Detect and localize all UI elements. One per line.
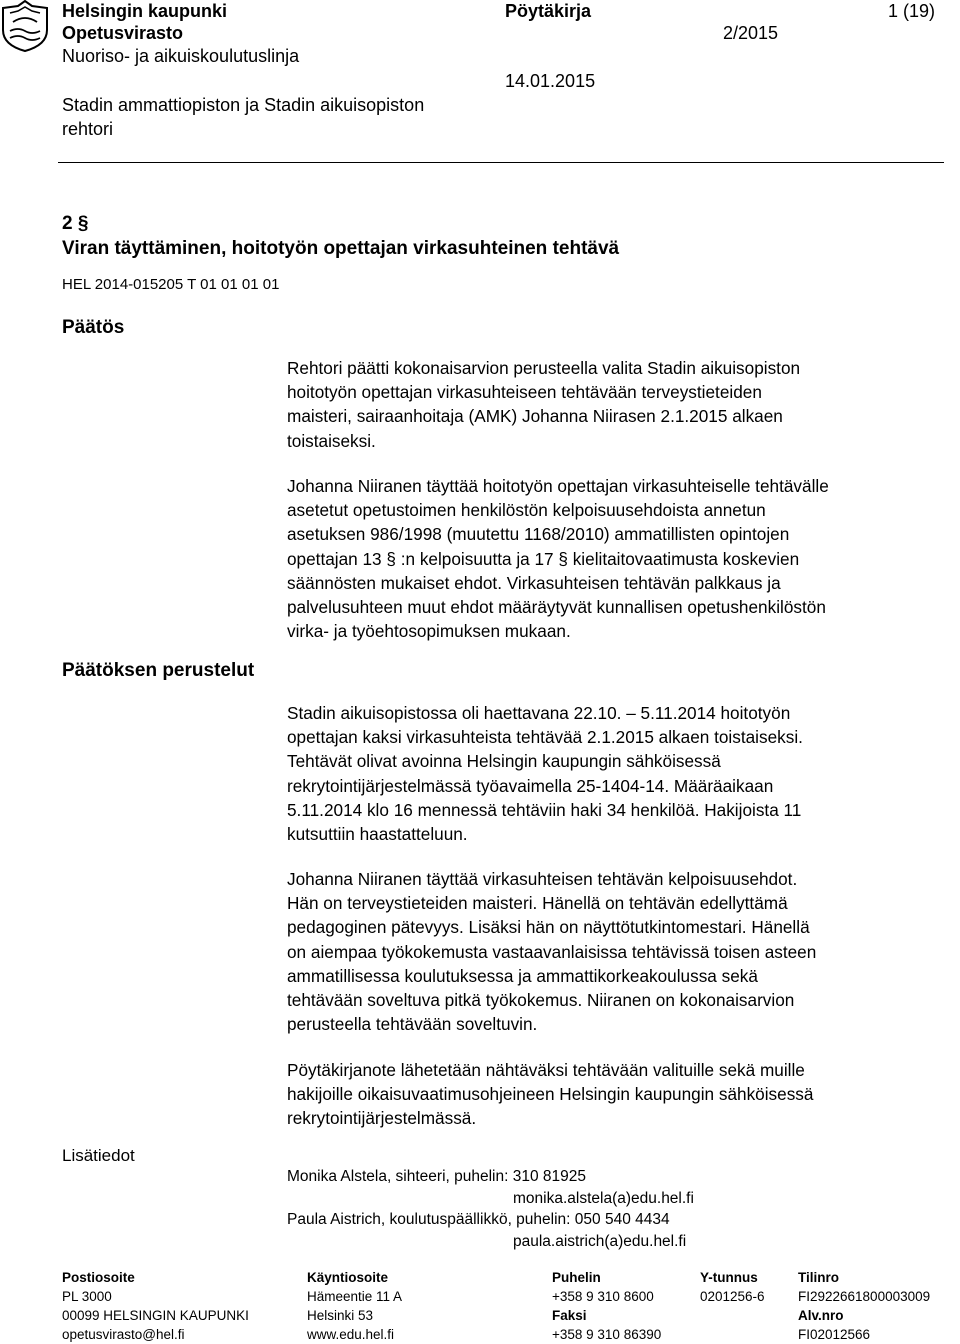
contact-email[interactable]: monika.alstela(a)edu.hel.fi <box>513 1189 694 1207</box>
paragraph-line: asetuksen 986/1998 (muutettu 1168/2010) ammatillisten opintojen <box>287 524 790 545</box>
decision-heading: Päätös <box>62 317 125 338</box>
footer-value: Helsinki 53 <box>307 1308 374 1323</box>
footer-label: Käyntiosoite <box>307 1270 389 1285</box>
meeting-date: 14.01.2015 <box>505 71 596 91</box>
section-title: Viran täyttäminen, hoitotyön opettajan virkasuhteinen tehtävä <box>62 238 620 259</box>
footer-value: Hämeentie 11 A <box>307 1289 403 1304</box>
contact-line: Paula Aistrich, koulutuspäällikkö, puhelin: 050 540 4434 <box>287 1211 670 1228</box>
unit-line-1: Stadin ammattiopiston ja Stadin aikuisopiston <box>62 95 425 115</box>
footer-value: FI02012566 <box>798 1327 871 1342</box>
decision-paragraph <box>287 356 947 453</box>
paragraph-line: opettajan 13 § :n kelpoisuutta ja 17 § kielitaitovaatimusta koskevien <box>287 548 800 569</box>
paragraph-line: säännösten mukaiset ehdot. Virkasuhteisen tehtävän palkkaus ja <box>287 572 781 593</box>
city-name: Helsingin kaupunki <box>62 1 228 21</box>
footer-value: +358 9 310 8600 <box>552 1289 654 1304</box>
paragraph-line: Pöytäkirjanote lähetetään nähtäväksi tehtävään valituille sekä muille <box>287 1060 805 1080</box>
footer-label: Alv.nro <box>798 1308 844 1323</box>
rationale-heading: Päätöksen perustelut <box>62 660 255 681</box>
footer-phone <box>552 1268 661 1344</box>
rationale-paragraph-2 <box>287 701 947 846</box>
footer-ytunnus <box>700 1268 765 1306</box>
paragraph-line: Johanna Niiranen täyttää hoitotyön opettajan virkasuhteiselle tehtävälle <box>287 476 829 496</box>
contact-list <box>287 1166 694 1252</box>
agency-name: Opetusvirasto <box>62 23 184 43</box>
helsinki-crest-logo <box>0 0 50 52</box>
footer-website[interactable]: www.edu.hel.fi <box>307 1327 395 1342</box>
paragraph-line: pedagoginen pätevyys. Lisäksi hän on näyttötutkintomestari. Hänellä <box>287 917 810 938</box>
footer-value: 00099 HELSINGIN KAUPUNKI <box>62 1308 249 1323</box>
contact-line: Monika Alstela, sihteeri, puhelin: 310 81925 <box>287 1168 587 1185</box>
footer-bank <box>798 1268 930 1344</box>
footer-value: 0201256-6 <box>700 1289 765 1304</box>
paragraph-line: kutsuttiin haastatteluun. <box>287 824 468 845</box>
footer-value: PL 3000 <box>62 1289 112 1304</box>
section-number-row <box>62 213 88 235</box>
paragraph-line: perusteella tehtävään soveltuvin. <box>287 1014 538 1035</box>
footer-label: Postiosoite <box>62 1270 135 1285</box>
paragraph-line: Hän on terveystieteiden maisteri. Hänellä on tehtävän edellyttämä <box>287 893 788 914</box>
page-number: 1 (19) <box>888 1 936 21</box>
footer-email[interactable]: opetusvirasto@hel.fi <box>62 1327 185 1342</box>
contact-email[interactable]: paula.aistrich(a)edu.hel.fi <box>513 1232 687 1250</box>
additional-info-heading: Lisätiedot <box>62 1146 135 1165</box>
paragraph-line: Johanna Niiranen täyttää virkasuhteisen tehtävän kelpoisuusehdot. <box>287 869 798 889</box>
paragraph-line: 5.11.2014 klo 16 mennessä tehtäviin haki 34 henkilöä. Hakijoista 11 <box>287 799 802 820</box>
decision-line: toistaiseksi. <box>287 430 376 451</box>
section-sign-icon: § <box>77 213 89 234</box>
section-number: 2 <box>62 213 73 234</box>
rationale-paragraph-3 <box>287 867 947 1036</box>
footer-label: Puhelin <box>552 1270 601 1285</box>
decision-line: hoitotyön opettajan virkasuhteiseen tehtävään terveystieteiden <box>287 382 762 403</box>
paragraph-line: tehtävään soveltuva pitkä työkokemus. Niiranen on kokonaisarvion <box>287 990 795 1011</box>
paragraph-line: rekrytointijärjestelmässä työavaimella 25-1404-14. Määräaikaan <box>287 775 774 796</box>
rationale-paragraph-4 <box>287 1058 947 1131</box>
paragraph-line: ammatillisessa koulutuksessa ja ammattikorkeakoulussa sekä <box>287 965 758 986</box>
footer-label: Tilinro <box>798 1270 840 1285</box>
decision-line: maisteri, sairaanhoitaja (AMK) Johanna Niirasen 2.1.2015 alkaen <box>287 406 783 427</box>
footer-visit <box>307 1268 402 1344</box>
document-type: Pöytäkirja <box>505 1 592 21</box>
header-divider <box>58 162 944 163</box>
paragraph-line: rekrytointijärjestelmässä. <box>287 1108 477 1129</box>
paragraph-line: palvelusuhteen muut ehdot määräytyvät kunnallisen opetushenkilöstön <box>287 597 826 618</box>
record-id: HEL 2014-015205 T 01 01 01 01 <box>62 276 280 293</box>
division-name: Nuoriso- ja aikuiskoulutuslinja <box>62 46 300 66</box>
paragraph-line: on aiempaa työkokemusta vastaavanlaisissa tehtävissä toisen asteen <box>287 941 817 962</box>
rationale-paragraph-1 <box>287 474 947 643</box>
decision-line: Rehtori päätti kokonaisarvion perusteella valita Stadin aikuisopiston <box>287 358 801 378</box>
paragraph-line: opettajan kaksi virkasuhteista tehtävää 2.1.2015 alkaen toistaiseksi. <box>287 727 803 748</box>
paragraph-line: hakijoille oikaisuvaatimusohjeineen Helsingin kaupungin sähköisessä <box>287 1084 814 1105</box>
footer-postal <box>62 1268 249 1344</box>
unit-line-2: rehtori <box>62 119 114 139</box>
footer-value: FI2922661800003009 <box>798 1289 931 1304</box>
footer-label: Faksi <box>552 1308 587 1323</box>
footer-value: +358 9 310 86390 <box>552 1327 662 1342</box>
paragraph-line: asetetut opetustoimen henkilöstön kelpoisuusehdoista annetun <box>287 500 766 521</box>
paragraph-line: Tehtävät olivat avoinna Helsingin kaupungin sähköisessä <box>287 751 721 772</box>
paragraph-line: virka- ja työehtosopimuksen mukaan. <box>287 621 571 642</box>
footer-label: Y-tunnus <box>700 1270 758 1285</box>
paragraph-line: Stadin aikuisopistossa oli haettavana 22.10. – 5.11.2014 hoitotyön <box>287 703 791 723</box>
document-number: 2/2015 <box>723 23 779 43</box>
